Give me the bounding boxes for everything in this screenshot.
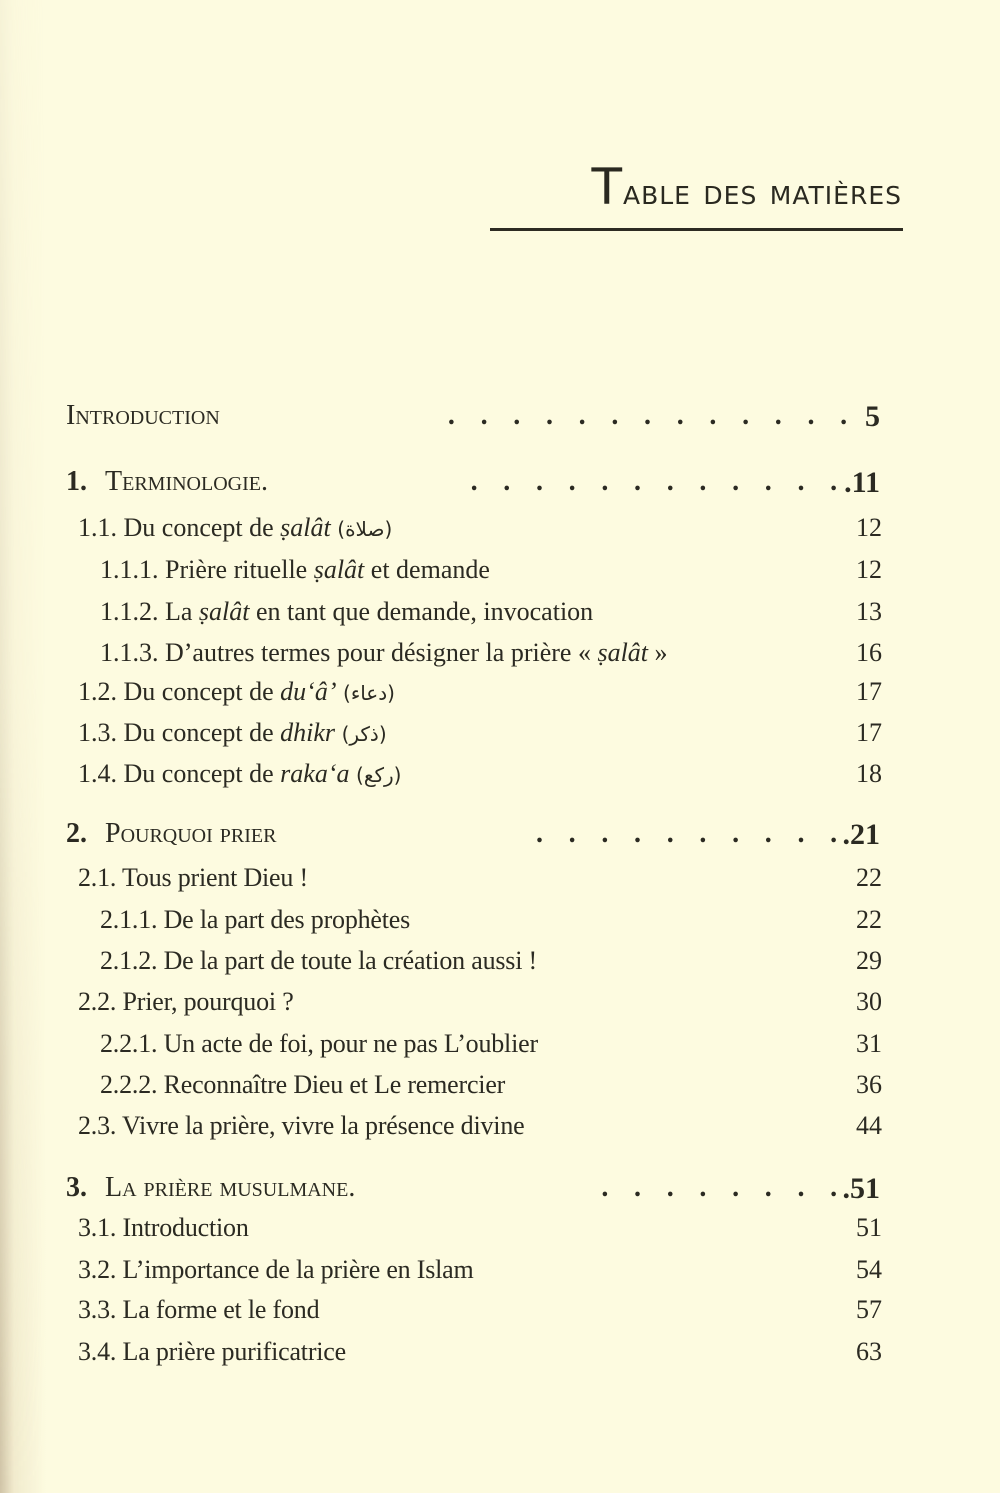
leader-dot: . bbox=[513, 400, 521, 431]
entry-number: 1.3. bbox=[78, 718, 124, 747]
leader-dot: . bbox=[578, 400, 586, 431]
leader-dot: . bbox=[764, 818, 772, 849]
leader-dot: . bbox=[764, 1172, 772, 1203]
toc-row-entry[interactable] bbox=[0, 863, 1000, 903]
arabic-term: (ذكر) bbox=[341, 722, 387, 746]
leader-dot: . bbox=[666, 466, 674, 497]
leader-dot: . bbox=[732, 1172, 740, 1203]
toc-page-number: 18 bbox=[856, 759, 882, 788]
entry-number: 1.1.3. bbox=[100, 638, 165, 667]
entry-italic-term: ṣalât bbox=[198, 597, 250, 626]
entry-number: 1.2. bbox=[78, 677, 124, 706]
leader-dot: . bbox=[545, 400, 553, 431]
toc-page-number: 44 bbox=[856, 1111, 882, 1140]
leader-dot: . bbox=[666, 818, 674, 849]
toc-row-entry[interactable] bbox=[0, 1070, 1000, 1110]
toc-label bbox=[100, 1070, 505, 1100]
toc-label bbox=[78, 1337, 346, 1367]
toc-page-number: 51 bbox=[856, 1213, 882, 1242]
entry-text: et demande bbox=[364, 555, 490, 584]
leader-dot: . bbox=[699, 1172, 707, 1203]
toc-label bbox=[100, 1029, 538, 1059]
toc-row-entry[interactable] bbox=[0, 1111, 1000, 1151]
toc-page-number: 5 bbox=[865, 400, 880, 433]
toc-page-number: .21 bbox=[842, 818, 880, 851]
leader-dot: . bbox=[807, 400, 815, 431]
toc-page-number: 12 bbox=[856, 513, 882, 542]
entry-text: La bbox=[165, 597, 199, 626]
dot-leader bbox=[458, 466, 850, 498]
entry-number: 2.1.1. bbox=[100, 905, 164, 934]
toc-label bbox=[66, 818, 276, 850]
toc-page-number: .51 bbox=[842, 1172, 880, 1205]
leader-dot: . bbox=[601, 1172, 609, 1203]
toc-label bbox=[78, 1255, 474, 1285]
arabic-term: (ركع) bbox=[356, 763, 402, 787]
toc-row-entry[interactable] bbox=[0, 718, 1000, 758]
entry-text: Du concept de bbox=[123, 759, 281, 788]
toc-page-number: 57 bbox=[856, 1295, 882, 1324]
toc-label bbox=[100, 905, 410, 935]
toc-row-entry[interactable] bbox=[0, 759, 1000, 799]
toc-row-entry[interactable] bbox=[0, 638, 1000, 678]
leader-dot: . bbox=[797, 1172, 805, 1203]
entry-number: 2.2.2. bbox=[100, 1070, 164, 1099]
leader-dot: . bbox=[840, 400, 848, 431]
toc-row-chapter[interactable] bbox=[0, 818, 1000, 858]
leader-dot: . bbox=[830, 818, 838, 849]
toc-label bbox=[100, 597, 593, 627]
entry-number: 2.1. bbox=[78, 863, 123, 892]
leader-dot: . bbox=[797, 466, 805, 497]
entry-italic-term: dhikr bbox=[280, 718, 336, 747]
leader-dot: . bbox=[535, 818, 543, 849]
dot-leader bbox=[435, 400, 860, 432]
toc-row-chapter[interactable] bbox=[0, 1172, 1000, 1212]
toc-row-introduction[interactable] bbox=[0, 400, 1000, 440]
leader-dot: . bbox=[601, 818, 609, 849]
entry-text: Du concept de bbox=[123, 677, 281, 706]
toc-row-entry[interactable] bbox=[0, 1029, 1000, 1069]
leader-dot: . bbox=[764, 466, 772, 497]
toc-row-entry[interactable] bbox=[0, 946, 1000, 986]
entry-italic-term: raka‘a bbox=[280, 759, 350, 788]
entry-italic-term: ṣalât bbox=[313, 555, 365, 584]
toc-row-entry[interactable] bbox=[0, 1213, 1000, 1253]
leader-dot: . bbox=[797, 818, 805, 849]
leader-dot: . bbox=[634, 466, 642, 497]
toc-label bbox=[78, 1111, 524, 1141]
toc-label bbox=[78, 987, 294, 1017]
entry-italic-term: ṣalât bbox=[597, 638, 649, 667]
entry-number: 3.4. bbox=[78, 1337, 123, 1366]
arabic-term: (صلاة) bbox=[337, 517, 393, 541]
toc-row-entry[interactable] bbox=[0, 905, 1000, 945]
entry-text: Prier, pourquoi ? bbox=[122, 987, 294, 1016]
chapter-number: 2. bbox=[66, 818, 87, 849]
toc-row-entry[interactable] bbox=[0, 1295, 1000, 1335]
toc-label bbox=[78, 759, 401, 789]
chapter-title: La prière musulmane bbox=[105, 1172, 349, 1203]
leader-dot: . bbox=[666, 1172, 674, 1203]
leader-dot: . bbox=[503, 466, 511, 497]
toc-page-number: 13 bbox=[856, 597, 882, 626]
leader-dot: . bbox=[830, 466, 838, 497]
toc-label bbox=[100, 555, 490, 585]
chapter-trailing: . bbox=[348, 1172, 356, 1203]
entry-text: Reconnaître Dieu et Le remercier bbox=[163, 1070, 506, 1099]
entry-number: 1.1.1. bbox=[100, 555, 165, 584]
leader-dot: . bbox=[774, 400, 782, 431]
toc-label bbox=[100, 946, 537, 976]
toc-page-number: 63 bbox=[856, 1337, 882, 1366]
toc-page-number: 17 bbox=[856, 718, 882, 747]
dot-leader bbox=[589, 1172, 851, 1204]
toc-page-number: 22 bbox=[856, 905, 882, 934]
leader-dot: . bbox=[535, 466, 543, 497]
entry-number: 1.4. bbox=[78, 759, 124, 788]
entry-text: » bbox=[648, 638, 668, 667]
toc-row-entry[interactable] bbox=[0, 1337, 1000, 1377]
entry-text: Introduction bbox=[122, 1213, 249, 1242]
chapter-number: 1. bbox=[66, 466, 87, 497]
leader-dot: . bbox=[732, 818, 740, 849]
entry-text: en tant que demande, invocation bbox=[249, 597, 594, 626]
leader-dot: . bbox=[568, 818, 576, 849]
toc-row-entry[interactable] bbox=[0, 1255, 1000, 1295]
entry-text: Du concept de bbox=[123, 718, 281, 747]
leader-dot: . bbox=[611, 400, 619, 431]
chapter-title: Terminologie bbox=[105, 466, 261, 497]
entry-number: 1.1. bbox=[78, 513, 124, 542]
toc-page-number: 36 bbox=[856, 1070, 882, 1099]
leader-dot: . bbox=[568, 466, 576, 497]
entry-text: Un acte de foi, pour ne pas L’oublier bbox=[163, 1029, 538, 1058]
leader-dot: . bbox=[601, 466, 609, 497]
leader-dot: . bbox=[634, 818, 642, 849]
entry-text: La prière purificatrice bbox=[122, 1337, 346, 1366]
entry-text: Vivre la prière, vivre la présence divine bbox=[122, 1111, 525, 1140]
toc-row-entry[interactable] bbox=[0, 597, 1000, 637]
arabic-term: (دعاء) bbox=[343, 681, 395, 705]
entry-number: 2.2. bbox=[78, 987, 123, 1016]
entry-number: 2.1.2. bbox=[100, 946, 164, 975]
entry-text: De la part des prophètes bbox=[163, 905, 411, 934]
entry-number: 2.3. bbox=[78, 1111, 123, 1140]
toc-page-number: 17 bbox=[856, 677, 882, 706]
entry-text: Tous prient Dieu ! bbox=[122, 863, 308, 892]
title-initial: T bbox=[591, 158, 623, 216]
leader-dot: . bbox=[732, 466, 740, 497]
title-rest: able des matières bbox=[623, 172, 902, 213]
entry-number: 3.3. bbox=[78, 1295, 123, 1324]
leader-dot: . bbox=[699, 818, 707, 849]
toc-page-number: 12 bbox=[856, 555, 882, 584]
toc-label bbox=[78, 718, 387, 748]
leader-dot: . bbox=[676, 400, 684, 431]
entry-text: La forme et le fond bbox=[122, 1295, 320, 1324]
toc-label bbox=[100, 638, 668, 668]
toc-page-number: 31 bbox=[856, 1029, 882, 1058]
entry-number: 3.2. bbox=[78, 1255, 123, 1284]
page-title bbox=[591, 158, 902, 216]
entry-number: 1.1.2. bbox=[100, 597, 165, 626]
chapter-trailing: . bbox=[260, 466, 268, 497]
toc-page-number: 22 bbox=[856, 863, 882, 892]
entry-number: 3.1. bbox=[78, 1213, 123, 1242]
leader-dot: . bbox=[644, 400, 652, 431]
toc-row-entry[interactable] bbox=[0, 555, 1000, 595]
leader-dot: . bbox=[480, 400, 488, 431]
leader-dot: . bbox=[830, 1172, 838, 1203]
leader-dot: . bbox=[470, 466, 478, 497]
chapter-title: Pourquoi prier bbox=[105, 818, 277, 849]
toc-label bbox=[66, 466, 268, 498]
toc-row-entry[interactable] bbox=[0, 513, 1000, 553]
entry-text: De la part de toute la création aussi ! bbox=[163, 946, 537, 975]
leader-dot: . bbox=[742, 400, 750, 431]
entry-italic-term: du‘â’ bbox=[280, 677, 337, 706]
toc-label: Introduction bbox=[66, 400, 220, 431]
toc-label bbox=[66, 1172, 355, 1204]
entry-text: L’importance de la prière en Islam bbox=[122, 1255, 474, 1284]
toc-label bbox=[78, 1295, 319, 1325]
toc-page-number: 16 bbox=[856, 638, 882, 667]
toc-label bbox=[78, 1213, 249, 1243]
entry-text: D’autres termes pour désigner la prière « bbox=[165, 638, 598, 667]
leader-dot: . bbox=[634, 1172, 642, 1203]
entry-italic-term: ṣalât bbox=[280, 513, 331, 542]
toc-label bbox=[78, 677, 395, 707]
chapter-number: 3. bbox=[66, 1172, 87, 1203]
toc-page-number: .11 bbox=[844, 466, 880, 499]
toc-label bbox=[78, 863, 308, 893]
entry-text: Du concept de bbox=[123, 513, 281, 542]
toc-label bbox=[78, 513, 392, 543]
leader-dot: . bbox=[709, 400, 717, 431]
toc-row-entry[interactable] bbox=[0, 987, 1000, 1027]
entry-number: 2.2.1. bbox=[100, 1029, 164, 1058]
entry-text: Prière rituelle bbox=[165, 555, 314, 584]
leader-dot: . bbox=[699, 466, 707, 497]
toc-page-number: 30 bbox=[856, 987, 882, 1016]
toc-row-chapter[interactable] bbox=[0, 466, 1000, 506]
toc-page-number: 29 bbox=[856, 946, 882, 975]
toc-row-entry[interactable] bbox=[0, 677, 1000, 717]
leader-dot: . bbox=[447, 400, 455, 431]
dot-leader bbox=[523, 818, 850, 850]
title-underline bbox=[490, 228, 903, 231]
toc-page-number: 54 bbox=[856, 1255, 882, 1284]
